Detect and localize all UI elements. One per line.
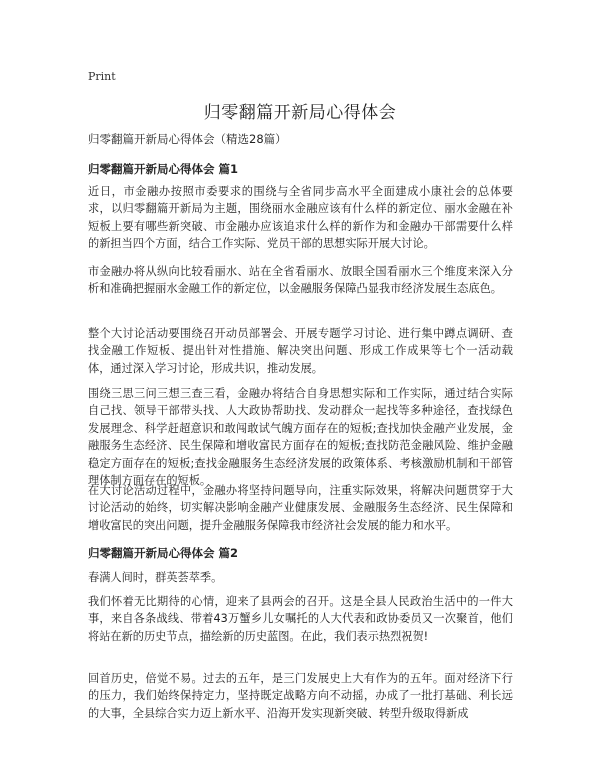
paragraph: 春满人间时，群英荟萃季。	[88, 571, 223, 584]
paragraph: 围绕三思三问三想三查三看，金融办将结合自身思想实际和工作实际，通过结合实际自己找、领导干部带头找、人大政协帮助找、发动群众一起找等多种途径，查找绿色发展理念、科学赶超意识和敢闯敢试气魄方面存在的短板;查找加快金融产业发展，金融服务生态经济、民生保障和增收富民方面存在的短板;查找防范金融风险、维护金融稳定方面存在的短板;查找金融服务生态经济发展的政策体系、考核激励机制和干部管理体制方面存在的短板。	[88, 387, 513, 488]
paragraph: 市金融办将从纵向比较看丽水、站在全省看丽水、放眼全国看丽水三个维度来深入分析和准确把握丽水金融工作的新定位，以金融服务保障凸显我市经济发展生态底色。	[88, 265, 513, 296]
page-subtitle: 归零翻篇开新局心得体会（精选28篇）	[88, 132, 287, 146]
section-heading: 归零翻篇开新局心得体会 篇1	[88, 162, 239, 176]
paragraph: 我们怀着无比期待的心情，迎来了县两会的召开。这是全县人民政治生活中的一件大事，来自各条战线、带着43万蟹乡儿女嘱托的人大代表和政协委员又一次聚首，他们将站在新的历史节点，描绘新的历史蓝图。在此，我们表示热烈祝贺!	[88, 595, 513, 643]
page-title: 归零翻篇开新局心得体会	[203, 103, 397, 123]
print-link[interactable]: Print	[88, 70, 116, 83]
paragraph: 在大讨论活动过程中，金融办将坚持问题导向，注重实际效果，将解决问题贯穿于大讨论活动的始终，切实解决影响金融产业健康发展、金融服务生态经济、民生保障和增收富民的突出问题，提升金融服务保障我市经济社会发展的能力和水平。	[88, 484, 513, 532]
paragraph: 近日，市金融办按照市委要求的围绕与全省同步高水平全面建成小康社会的总体要求，以归零翻篇开新局为主题，围绕丽水金融应该有什么样的新定位、丽水金融在补短板上要有哪些新突破、市金融办应该追求什么样的新作为和金融办干部需要什么样的新担当四个方面，结合工作实际、党员干部的思想实际开展大讨论。	[88, 185, 513, 251]
section-heading: 归零翻篇开新局心得体会 篇2	[88, 546, 239, 560]
paragraph: 回首历史，倍觉不易。过去的五年，是三门发展史上大有作为的五年。面对经济下行的压力，我们始终保持定力，坚持既定战略方向不动摇，办成了一批打基础、利长远的大事，全县综合实力迈上新水平、沿海开发实现新突破、转型升级取得新成	[88, 672, 513, 720]
paragraph: 整个大讨论活动要围绕召开动员部署会、开展专题学习讨论、进行集中蹲点调研、查找金融工作短板、提出针对性措施、解决突出问题、形成工作成果等七个一活动载体，通过深入学习讨论，形成共识，推动发展。	[88, 327, 513, 375]
